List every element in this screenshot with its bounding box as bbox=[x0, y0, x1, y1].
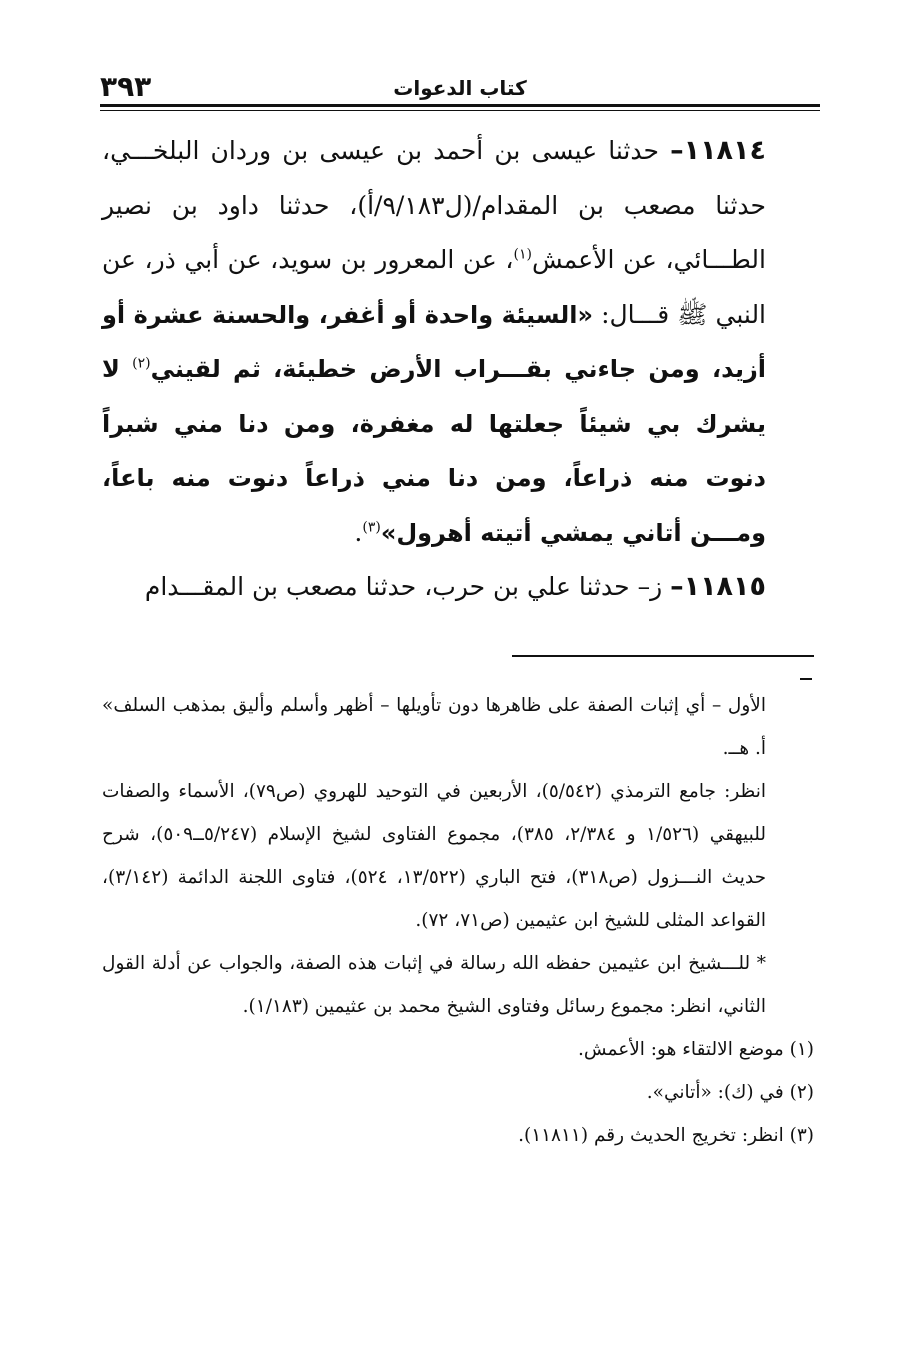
main-text bbox=[102, 124, 814, 615]
footnote-3: (٣) انظر: تخريج الحديث رقم (١١٨١١). bbox=[518, 1125, 814, 1146]
footnotes bbox=[102, 684, 814, 1157]
footnote-separator bbox=[512, 655, 814, 657]
footnote-continuation-refs: انظر: جامع الترمذي (٥/٥٤٢)، الأربعين في التوحيد للهروي (ص٧٩)، الأسماء والصفات للبيهقي (١/٥٢٦ و ٢/٣٨٤، ٣٨٥)، مجموع الفتاوى لشيخ الإسلام (٥/٢٤٧ــ٥٠٩)، شرح حديث النـــزول (ص٣١٨)، فتح الباري (١٣/٥٢٢، ٥٢٤)، فتاوى اللجنة الدائمة (٣/١٤٢)، القواعد المثلى للشيخ ابن عثيمين (ص٧١، ٧٢). bbox=[102, 781, 767, 931]
isnad-text: حدثنا عيسى بن أحمد بن عيسى بن وردان البلخـــي، حدثنا مصعب بن المقدام/(ل٩/١٨٣/أ)، حدثنا داود بن نصير الطـــائي، عن الأعمش bbox=[102, 136, 766, 274]
hadith-11814 bbox=[102, 124, 814, 560]
running-title: كتاب الدعوات bbox=[393, 76, 527, 100]
footnote-ref-2: (٢) bbox=[132, 355, 151, 372]
header-rule-thin bbox=[100, 110, 820, 111]
hadith-11815 bbox=[102, 560, 814, 615]
hadith-number: ١١٨١٤– bbox=[670, 135, 766, 166]
isnad-text-cont: ، عن المعرور بن سويد، عن أبي ذر، عن النبي ﷺ قـــال: bbox=[102, 245, 767, 329]
footnote-continuation: الأول – أي إثبات الصفة على ظاهرها دون تأويلها – أظهر وأسلم وأليق بمذهب السلف» أ. هــ. bbox=[102, 695, 766, 759]
page-header bbox=[100, 70, 820, 106]
header-rule bbox=[100, 104, 820, 107]
footnote-continuation-note: * للـــشيخ ابن عثيمين حفظه الله رسالة في إثبات هذه الصفة، والجواب عن أدلة القول الثاني، انظر: مجموع رسائل وفتاوى الشيخ محمد بن عثيمين (١/١٨٣). bbox=[102, 953, 766, 1017]
footnote-ref-1: (١) bbox=[513, 246, 532, 263]
hadith-end-mark: . bbox=[354, 517, 363, 547]
page-number: ٣٩٣ bbox=[100, 70, 152, 103]
hadith-matn-cont: لا يشرك بي شيئاً جعلتها له مغفرة، ومن دنا مني شبراً دنوت منه ذراعاً، ومن دنا مني ذراعاً دنوت منه باعاً، ومـــن أتاني يمشي أتيته أهرول» bbox=[102, 355, 766, 547]
footnote-continuation-mark bbox=[800, 678, 812, 680]
footnote-1: (١) موضع الالتقاء هو: الأعمش. bbox=[578, 1039, 814, 1060]
hadith-text: ز– حدثنا علي بن حرب، حدثنا مصعب بن المقـــدام bbox=[144, 572, 671, 601]
hadith-matn: «السيئة واحدة أو أغفر، والحسنة عشرة أو أزيد، ومن جاءني بقـــراب الأرض خطيئة، ثم لقيني bbox=[102, 300, 766, 383]
footnote-2: (٢) في (ك): «أتاني». bbox=[646, 1082, 814, 1103]
hadith-number: ١١٨١٥– bbox=[670, 571, 766, 602]
footnote-ref-3: (٣) bbox=[362, 519, 381, 536]
